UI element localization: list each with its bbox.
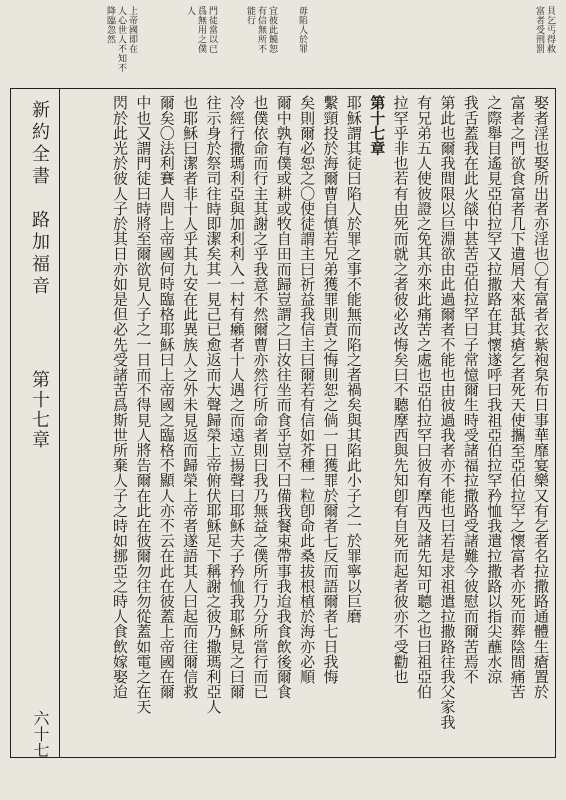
margin-note-right-mid: [297, 6, 306, 54]
text-column: 耶穌謂其徒曰陷人於罪之事不能無而陷之者禍矣與其陷此小子之一於罪寧以巨磨: [344, 95, 363, 624]
text-column: 也僕依命而行主其謝之乎我意不然爾曹亦然行所命者則曰我乃無益之僕所行乃分所當行而已: [251, 95, 270, 699]
book-collection-title: 新約全書: [29, 100, 50, 188]
margin-note-text: 宜彼此饒恕: [267, 6, 277, 54]
body-text: [70, 95, 548, 750]
text-column: 第此也爾我間限以巨淵欲由此過爾者不能也由彼過我者亦不能也曰若是求祖遣拉撒路往我父家我: [438, 95, 457, 730]
running-header: [22, 100, 60, 758]
margin-note-text: 貝乞丐得救: [545, 6, 555, 54]
margin-note-text: 人: [185, 6, 195, 16]
margin-note-text: 人心世人不知不: [116, 6, 126, 73]
text-column: 爾中孰有僕或耕或牧自田而歸豈謂之曰汝往坐而食乎豈不曰備我餐束帶事我迨我食飲後爾食: [274, 95, 293, 699]
margin-note-text: 爲無用之僕: [196, 6, 206, 54]
chapter-heading: 第十七章: [368, 95, 387, 156]
text-column: 往示身於祭司往時即潔矣其一見己已愈返而大聲歸榮上帝俯伏耶穌足下稱謝之彼乃撒瑪利亞人: [204, 95, 223, 715]
margin-note-text: 降臨忽然: [105, 6, 115, 44]
book-title: 路加福音: [29, 210, 50, 298]
text-column: 繫頸投於海爾曹自慎若兄弟獲罪則責之悔則恕之倘一日獲罪於爾者七反而語爾者七日我悔: [321, 95, 340, 684]
text-column: 之際舉目遙見亞伯拉罕又拉撒路在其懷遂呼曰我祖亞伯拉罕矜恤我遣拉撒路以指尖蘸水涼: [485, 95, 504, 684]
margin-note-text: 上帝國即在: [127, 6, 137, 54]
page-number: 六十七: [31, 710, 50, 758]
text-column: 冷經行撒瑪利亞與加利利入一村有癩者十人遇之而遠立揚聲曰耶穌夫子矜恤我耶穌見之曰爾: [227, 95, 246, 699]
text-column: 中也又謂門徒曰時將至爾欲見人子之一日而不得見人將告爾在此在彼爾勿往勿從蓋如電之在天: [134, 95, 153, 715]
margin-note-text: 富者受刑罰: [534, 6, 544, 54]
text-column: 拉罕乎非也若有由死而就之者彼必改悔矣曰不聽摩西與先知卽有自死而起者彼亦不受勸也: [391, 95, 410, 684]
text-column: 我舌蓋我在此火燄中甚苦亞伯拉罕曰子常憶爾生時受諸福拉撒路受諸難今彼慰而爾苦焉不: [461, 95, 480, 684]
margin-note-mid: [245, 6, 276, 54]
text-column: 閃於此光於彼人子於其日亦如是但必先受諸苦爲斯世所棄人子之時如挪亞之時人食飲嫁娶迨: [110, 95, 129, 699]
margin-note-right: [534, 6, 554, 54]
text-column: 也耶穌曰潔者非十人乎其九安在此異族人之外未見返而歸榮上帝者遂語其人曰起而往爾信救: [181, 95, 200, 699]
text-column: 富者之門欲食富者几下遺屑犬來舐其瘡乞者死天使攜至亞伯拉罕之懷富者亦死而葬陰間痛苦: [508, 95, 527, 699]
text-column: 娶者淫也娶所出者亦淫也〇有富者衣紫袍枲布日事華靡宴樂又有乞者名拉撒路通體生瘡置於: [532, 95, 550, 699]
margin-note-text: 有信無所不: [256, 6, 266, 54]
margin-note-left-mid: [185, 6, 216, 54]
text-column: 矣則爾必恕之〇使徒謂主曰祈益我信主曰爾若有信如芥種一粒卽命此桑拔根植於海亦必順: [298, 95, 317, 684]
text-column: 有兄弟五人使彼證之免其亦來此痛苦之處也亞伯拉罕曰彼有摩西及諸先知可聽之也曰祖亞伯: [415, 95, 434, 699]
margin-note-text: 能行: [245, 6, 255, 25]
margin-note-text: 門徒當以已: [207, 6, 217, 54]
chapter-title: 第十七章: [29, 370, 50, 450]
text-column: 爾矣〇法利賽人問上帝國何時臨格耶穌曰上帝國之臨格不顯人亦不云在此在彼蓋上帝國在爾: [157, 95, 176, 699]
margin-note-text: 毋陷人於罪: [297, 6, 307, 54]
margin-note-left: [105, 6, 136, 73]
